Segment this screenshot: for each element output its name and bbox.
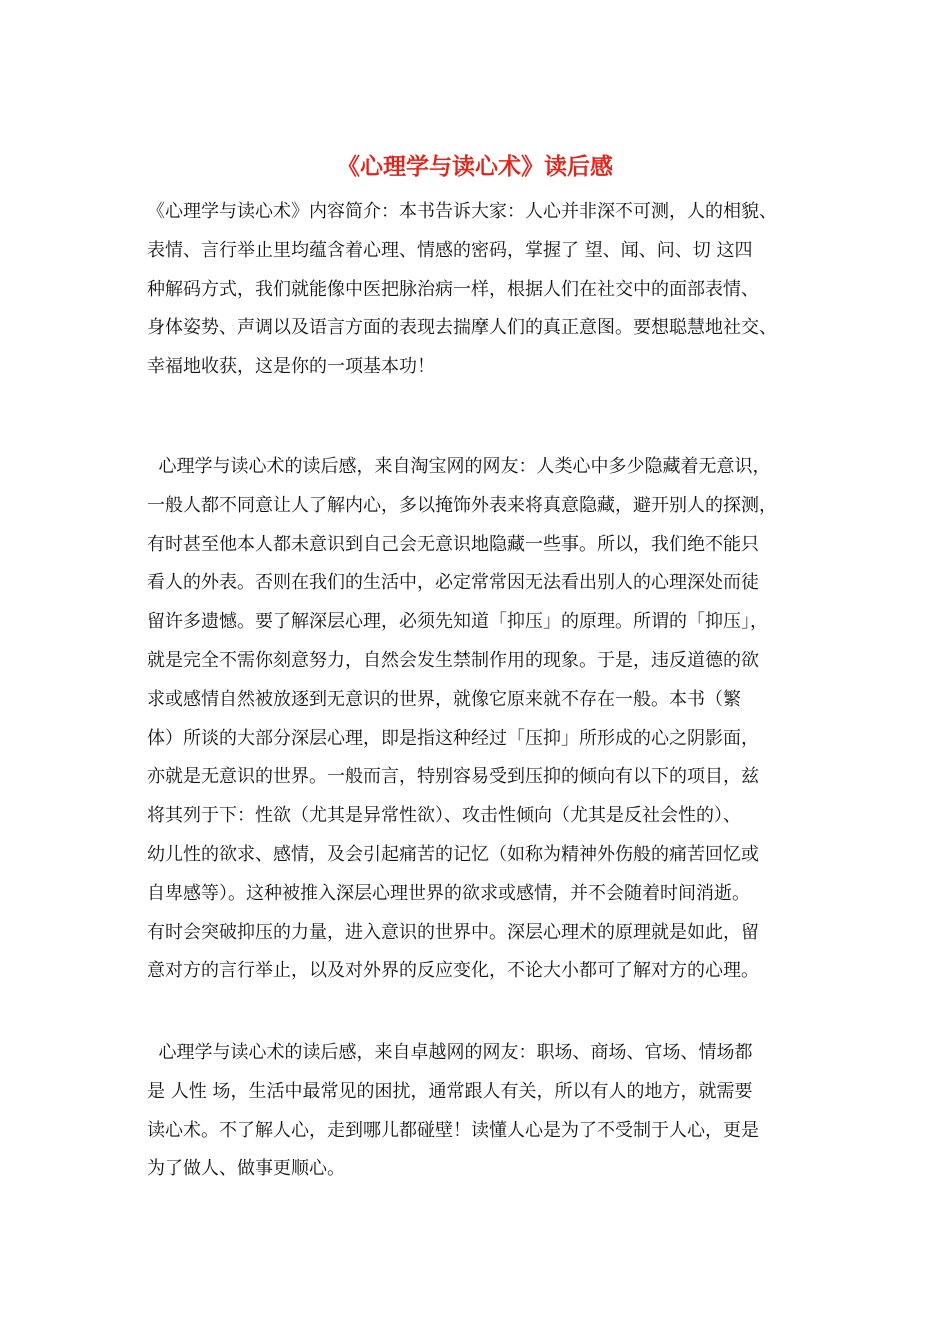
document-title: 《心理学与读心术》读后感	[337, 154, 613, 180]
paragraph-line: 是 人性 场，生活中最常见的困扰，通常跟人有关，所以有人的地方，就需要	[147, 1080, 753, 1102]
paragraph-line: 有时会突破抑压的力量，进入意识的世界中。深层心理术的原理就是如此，留	[147, 921, 759, 943]
paragraph-line: 幼儿性的欲求、感情，及会引起痛苦的记忆（如称为精神外伤般的痛苦回忆或	[147, 844, 759, 865]
paragraph-line: 看人的外表。否则在我们的生活中，必定常常因无法看出别人的心理深处而徒	[147, 572, 759, 594]
paragraph-line: 心理学与读心术的读后感，来自淘宝网的网友：人类心中多少隐藏着无意识，	[147, 456, 771, 477]
paragraph-line: 《心理学与读心术》内容简介：本书告诉大家：人心并非深不可测，人的相貌、	[147, 201, 777, 222]
paragraph-line: 一般人都不同意让人了解内心，多以掩饰外表来将真意隐藏，避开别人的探测，	[147, 494, 777, 516]
paragraph-line: 种解码方式，我们就能像中医把脉治病一样，根据人们在社交中的面部表情、	[147, 278, 759, 300]
paragraph-line: 求或感情自然被放逐到无意识的世界，就像它原来就不存在一般。本书（繁	[147, 688, 741, 710]
paragraph-line: 为了做人、做事更顺心。	[147, 1158, 345, 1180]
paragraph-line: 自卑感等）。这种被推入深层心理世界的欲求或感情，并不会随着时间消逝。	[147, 882, 750, 904]
paragraph-line: 意对方的言行举止，以及对外界的反应变化，不论大小都可了解对方的心理。	[147, 960, 759, 982]
paragraph-line: 体）所谈的大部分深层心理，即是指这种经过「压抑」所形成的心之阴影面，	[147, 727, 759, 749]
paragraph-line: 身体姿势、声调以及语言方面的表现去揣摩人们的真正意图。要想聪慧地社交、	[147, 317, 777, 339]
paragraph-line: 心理学与读心术的读后感，来自卓越网的网友：职场、商场、官场、情场都	[147, 1042, 753, 1063]
paragraph-line: 有时甚至他本人都未意识到自己会无意识地隐藏一些事。所以，我们绝不能只	[147, 533, 759, 555]
paragraph-line: 留许多遗憾。要了解深层心理，必须先知道「抑压」的原理。所谓的「抑压」，	[147, 611, 768, 633]
paragraph-line: 将其列于下：性欲（尤其是异常性欲）、攻击性倾向（尤其是反社会性的）、	[147, 805, 741, 827]
paragraph-line: 就是完全不需你刻意努力，自然会发生禁制作用的现象。于是，违反道德的欲	[147, 650, 759, 671]
paragraph-line: 幸福地收获，这是你的一项基本功！	[147, 356, 435, 378]
paragraph-line: 读心术。不了解人心，走到哪儿都碰壁！读懂人心是为了不受制于人心，更是	[147, 1119, 759, 1141]
paragraph-line: 表情、言行举止里均蕴含着心理、情感的密码，掌握了 望、闻、问、切 这四	[147, 239, 753, 261]
paragraph-line: 亦就是无意识的世界。一般而言，特别容易受到压抑的倾向有以下的项目，兹	[147, 766, 759, 788]
